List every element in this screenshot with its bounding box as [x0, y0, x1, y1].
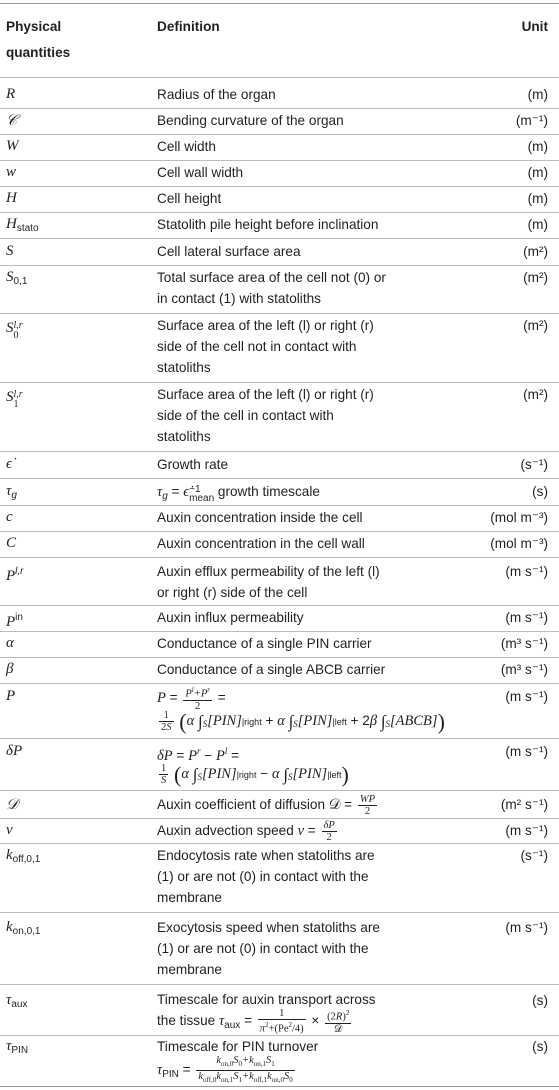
definition-abcb-conductance: Conductance of a single ABCB carrier [157, 662, 386, 677]
symbol-c: c [6, 509, 13, 525]
row-divider [0, 108, 559, 109]
table-top-rule [0, 3, 559, 4]
row-divider [0, 478, 559, 479]
unit-auxin-wall: (mol m⁻³) [490, 536, 548, 551]
symbol-H: H [6, 190, 17, 206]
unit-auxin-inside: (mol m⁻³) [490, 510, 548, 525]
row-divider [0, 738, 559, 739]
definition-side-surface-0-l1: Surface area of the left (l) or right (r) [157, 318, 374, 333]
symbol-P: P [6, 688, 16, 704]
definition-exocytosis-l3: membrane [157, 962, 222, 977]
definition-cell-height: Cell height [157, 191, 222, 206]
table-bottom-rule [0, 1086, 559, 1087]
unit-cell-height: (m) [527, 191, 548, 206]
symbol-S0-lr: S l,r 0 [6, 320, 23, 341]
definition-efflux-l2: or right (r) side of the cell [157, 585, 308, 600]
definition-diffusion-text: Auxin coefficient of diffusion [157, 797, 326, 812]
definition-pin-turnover: Timescale for PIN turnover [157, 1039, 319, 1054]
definition-pin-turnover-formula: $\tau_{PIN}$ = $\frac{k_{on,0}S_0+k_{on,1}S_1}{k_{off,0}k_{on,1}S_1+k_{off,1}k_{on,0}S_0}$ [157, 1055, 293, 1085]
definition-aux-timescale-l1: Timescale for auxin transport across [157, 992, 376, 1007]
definition-advection-text: Auxin advection speed [157, 823, 294, 838]
definition-side-surface-0-l2: side of the cell not in contact with [157, 339, 357, 354]
symbol-delta-P: δP [6, 743, 23, 759]
unit-delta-P: (m s⁻¹) [505, 744, 548, 759]
row-divider [0, 160, 559, 161]
symbol-S01: $S_{0,1}$ [6, 269, 28, 287]
row-divider [0, 531, 559, 532]
symbol-curvature: 𝒞 [6, 111, 17, 129]
row-divider [0, 238, 559, 239]
symbol-k-off: $k_{off,0,1}$ [6, 847, 41, 865]
unit-wall-width: (m) [527, 165, 548, 180]
definition-influx: Auxin influx permeability [157, 610, 304, 625]
unit-statolith-height: (m) [527, 217, 548, 232]
unit-advection: (m s⁻¹) [505, 823, 548, 838]
symbol-beta: β [6, 661, 14, 677]
unit-growth-rate: (s⁻¹) [520, 457, 548, 472]
unit-total-surface: (m²) [523, 270, 548, 285]
unit-abcb-conductance: (m³ s⁻¹) [500, 662, 548, 677]
symbol-alpha: α [6, 635, 14, 651]
symbol-P-in: $P^{in}$ [6, 612, 23, 630]
unit-side-surface-1: (m²) [523, 387, 548, 402]
definition-P-line1: P = $\frac{P^l+P^r}{2}$ = [157, 686, 226, 712]
definition-dP-line2: $\frac{1}{S}$ (α ∫S[PIN]|right − α ∫S[PIN]|left) [161, 762, 349, 787]
header-unit: Unit [521, 19, 548, 34]
definition-growth-timescale: $\tau_g$ = ϵ̇ −1 mean growth timescale [157, 484, 320, 504]
row-divider [0, 265, 559, 266]
definition-curvature: Bending curvature of the organ [157, 113, 344, 128]
unit-pin-turnover: (s) [532, 1039, 548, 1054]
row-divider [0, 912, 559, 913]
definition-efflux-l1: Auxin efflux permeability of the left (l) [157, 564, 380, 579]
symbol-W: W [6, 138, 19, 154]
unit-influx: (m s⁻¹) [505, 610, 548, 625]
unit-cell-width: (m) [527, 139, 548, 154]
row-divider [0, 212, 559, 213]
row-divider [0, 790, 559, 791]
symbol-S1-lr: S l,r 1 [6, 389, 23, 410]
symbol-tau-g: $\tau_g$ [6, 483, 17, 501]
definition-pin-conductance: Conductance of a single PIN carrier [157, 636, 372, 651]
definition-dP-line1: $\delta P = P^r - P^l$ = [157, 746, 240, 764]
definition-endocytosis-l1: Endocytosis rate when statoliths are [157, 848, 375, 863]
definition-advection: Auxin advection speed v = $\frac{\delta P}{2}$ [157, 819, 335, 843]
row-divider [0, 657, 559, 658]
unit-exocytosis: (m s⁻¹) [505, 920, 548, 935]
row-divider [0, 451, 559, 452]
unit-side-surface-0: (m²) [523, 318, 548, 333]
definition-wall-width: Cell wall width [157, 165, 244, 180]
row-divider [0, 313, 559, 314]
row-divider [0, 505, 559, 506]
symbol-P-lr: P$^{l,r}$ [6, 566, 24, 584]
row-divider [0, 186, 559, 187]
definition-diffusion: Auxin coefficient of diffusion 𝒟 = $\frac{WP}{2}$ [157, 793, 376, 817]
unit-curvature: (m⁻¹) [515, 113, 548, 128]
row-divider [0, 984, 559, 985]
definition-cell-width: Cell width [157, 139, 216, 154]
symbol-v: v [6, 822, 13, 838]
header-rule [0, 77, 559, 78]
symbol-R: R [6, 86, 16, 102]
unit-efflux: (m s⁻¹) [505, 564, 548, 579]
symbol-w: w [6, 164, 17, 180]
unit-pin-conductance: (m³ s⁻¹) [500, 636, 548, 651]
definition-exocytosis-l2: (1) or are not (0) in contact with the [157, 941, 369, 956]
definition-endocytosis-l2: (1) or are not (0) in contact with the [157, 869, 369, 884]
unit-aux-timescale: (s) [532, 993, 548, 1008]
unit-P: (m s⁻¹) [505, 689, 548, 704]
definition-statolith-height: Statolith pile height before inclination [157, 217, 379, 232]
definition-auxin-inside: Auxin concentration inside the cell [157, 510, 363, 525]
unit-endocytosis: (s⁻¹) [520, 848, 548, 863]
symbol-S: S [6, 243, 14, 259]
definition-P-line2: $\frac{1}{2S}$ (α ∫S[PIN]|right + α ∫S[PIN]|left + 2β ∫S[ABCB]) [161, 709, 445, 734]
definition-aux-timescale-l2: the tissue $\tau_{aux}$ = $\frac{1}{\pi^2+(Pe^2/4)}$ × $\frac{(2R)^2}{\text{𝒟}}$ [157, 1008, 350, 1035]
row-divider [0, 134, 559, 135]
header-symbol [6, 14, 96, 66]
row-divider [0, 382, 559, 383]
unit-growth-timescale: (s) [532, 484, 548, 499]
definition-endocytosis-l3: membrane [157, 890, 222, 905]
definition-growth-timescale-text: growth timescale [217, 484, 320, 499]
unit-lateral-surface: (m²) [523, 244, 548, 259]
row-divider [0, 557, 559, 558]
row-divider [0, 843, 559, 844]
definition-side-surface-0-l3: statoliths [157, 360, 211, 375]
header-definition: Definition [157, 19, 220, 34]
definition-radius: Radius of the organ [157, 87, 276, 102]
definition-total-surface-l1: Total surface area of the cell not (0) or [157, 270, 386, 285]
definition-growth-rate: Growth rate [157, 457, 229, 472]
symbol-D: 𝒟 [6, 795, 18, 813]
symbol-epsilon-dot: ϵ̇ [6, 456, 13, 472]
definition-side-surface-1-l2: side of the cell in contact with [157, 408, 334, 423]
definition-auxin-wall: Auxin concentration in the cell wall [157, 536, 365, 551]
definition-total-surface-l2: in contact (1) with statoliths [157, 291, 321, 306]
symbol-tau-aux: $\tau_{aux}$ [6, 992, 28, 1010]
header-symbol-text: Physical quantities [6, 19, 71, 60]
row-divider [0, 683, 559, 684]
definition-aux-timescale-l2-text: the tissue [157, 1013, 216, 1028]
row-divider [0, 605, 559, 606]
definition-side-surface-1-l1: Surface area of the left (l) or right (r) [157, 387, 374, 402]
symbol-C: C [6, 535, 17, 551]
row-divider [0, 631, 559, 632]
definition-exocytosis-l1: Exocytosis speed when statoliths are [157, 920, 380, 935]
symbol-tau-pin: $\tau_{PIN}$ [6, 1038, 29, 1056]
definition-side-surface-1-l3: statoliths [157, 429, 211, 444]
unit-diffusion: (m² s⁻¹) [500, 797, 548, 812]
symbol-H-stato: $H_{stato}$ [6, 216, 39, 234]
symbol-k-on: $k_{on,0,1}$ [6, 919, 41, 937]
definition-lateral-surface: Cell lateral surface area [157, 244, 301, 259]
unit-radius: (m) [527, 87, 548, 102]
